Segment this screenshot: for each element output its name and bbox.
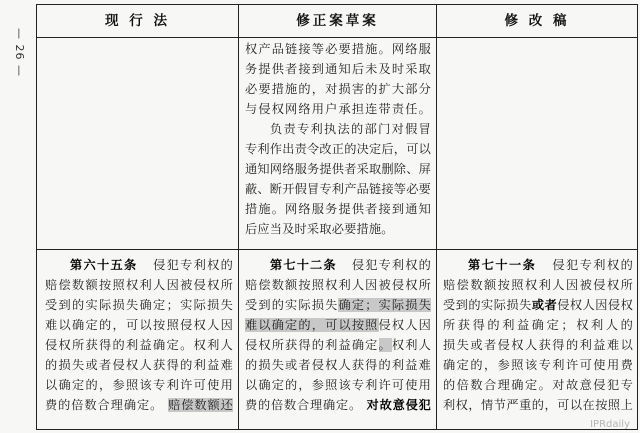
row2-current-cell <box>45 255 233 415</box>
text-line: 损失或者侵权人获得的利益难以 <box>443 338 633 352</box>
text-line: 侵权所获得的利益确定。权利人 <box>245 338 431 352</box>
page-number: — 26 — <box>13 28 26 77</box>
text-line: 专利作出责令改正的决定后，可以 <box>245 142 431 156</box>
bold-text: 或者 <box>531 298 558 312</box>
comparison-table <box>36 4 638 430</box>
text-line: 赔偿数额按照权利人因被侵权所 <box>45 278 233 292</box>
text-line: 以确定的，参照该专利许可使用 <box>45 378 233 392</box>
text-line: 确定的，参照该专利许可使用费 <box>443 358 633 372</box>
text-line: 与侵权网络用户承担连带责任。 <box>245 102 431 116</box>
text-line: 费的倍数合理确定。 对故意侵犯 <box>245 398 431 412</box>
header-divider <box>37 37 637 38</box>
text-line: 措施。网络服务提供者接到通知 <box>245 202 431 216</box>
highlighted-text: 难以确定的，可以按照 <box>245 318 379 332</box>
column-divider <box>238 5 239 429</box>
article-number: 第七十一条 <box>468 258 537 272</box>
watermark: IPRdaily <box>590 419 630 430</box>
header-revised-draft: 修 改 稿 <box>504 13 570 29</box>
text-line: 第七十二条 侵犯专利权的 <box>270 258 431 272</box>
article-number: 第六十五条 <box>70 258 138 272</box>
text-line: 蔽、断开假冒专利产品链接等必要 <box>245 182 431 196</box>
row1-draft-cell <box>245 39 431 239</box>
text-line: 难以确定的，可以按照侵权人因 <box>45 318 233 332</box>
highlighted-text: 赔偿数额还 <box>168 398 233 412</box>
text-line: 后应当及时采取必要措施。 <box>245 222 394 236</box>
text-line: 通知网络服务提供者采取删除、屏 <box>245 162 431 176</box>
text-line: 难以确定的，可以按照侵权人因 <box>245 318 431 332</box>
text-line: 受到的实际损失确定；实际损失 <box>245 298 431 312</box>
text-line: 所获得的利益确定；权利人的 <box>443 318 633 332</box>
text-line: 受到的实际损失确定；实际损失 <box>45 298 233 312</box>
row2-draft-cell <box>245 255 431 415</box>
text-line: 负责专利执法的部门对假冒 <box>270 122 431 136</box>
text-line: 以确定的，参照该专利许可使用 <box>245 378 431 392</box>
text-line: 侵权所获得的利益确定。权利人 <box>45 338 233 352</box>
header-current-law: 现 行 法 <box>105 13 170 29</box>
header-amendment-draft: 修正案草案 <box>296 13 379 29</box>
article-number: 第七十二条 <box>270 258 337 272</box>
text-line: 权产品链接等必要措施。网络服 <box>245 42 431 56</box>
highlighted-text: 确定；实际损失 <box>338 298 431 312</box>
row2-revised-cell <box>443 255 633 415</box>
text-line: 必要措施的，对损害的扩大部分 <box>245 82 431 96</box>
text-line: 赔偿数额按照权利人因被侵权所 <box>443 278 633 292</box>
text-line: 的倍数合理确定。对故意侵犯专 <box>443 378 633 392</box>
column-divider <box>436 5 437 429</box>
text-line: 赔偿数额按照权利人因被侵权所 <box>245 278 431 292</box>
text-line: 费的倍数合理确定。 赔偿数额还 <box>45 398 233 412</box>
highlighted-text: 。 <box>378 338 392 352</box>
text-line: 第七十一条 侵犯专利权的 <box>468 258 633 272</box>
bold-text: 对故意侵犯 <box>366 398 431 412</box>
text-line: 的损失或者侵权人获得的利益难 <box>245 358 431 372</box>
text-line: 的损失或者侵权人获得的利益难 <box>45 358 233 372</box>
text-line: 受到的实际损失或者侵权人因侵权 <box>443 298 633 312</box>
text-line: 第六十五条 侵犯专利权的 <box>70 258 233 272</box>
text-line: 务提供者接到通知后未及时采取 <box>245 62 431 76</box>
text-line: 利权，情节严重的，可以在按照上 <box>443 398 633 412</box>
row-divider <box>37 249 637 250</box>
